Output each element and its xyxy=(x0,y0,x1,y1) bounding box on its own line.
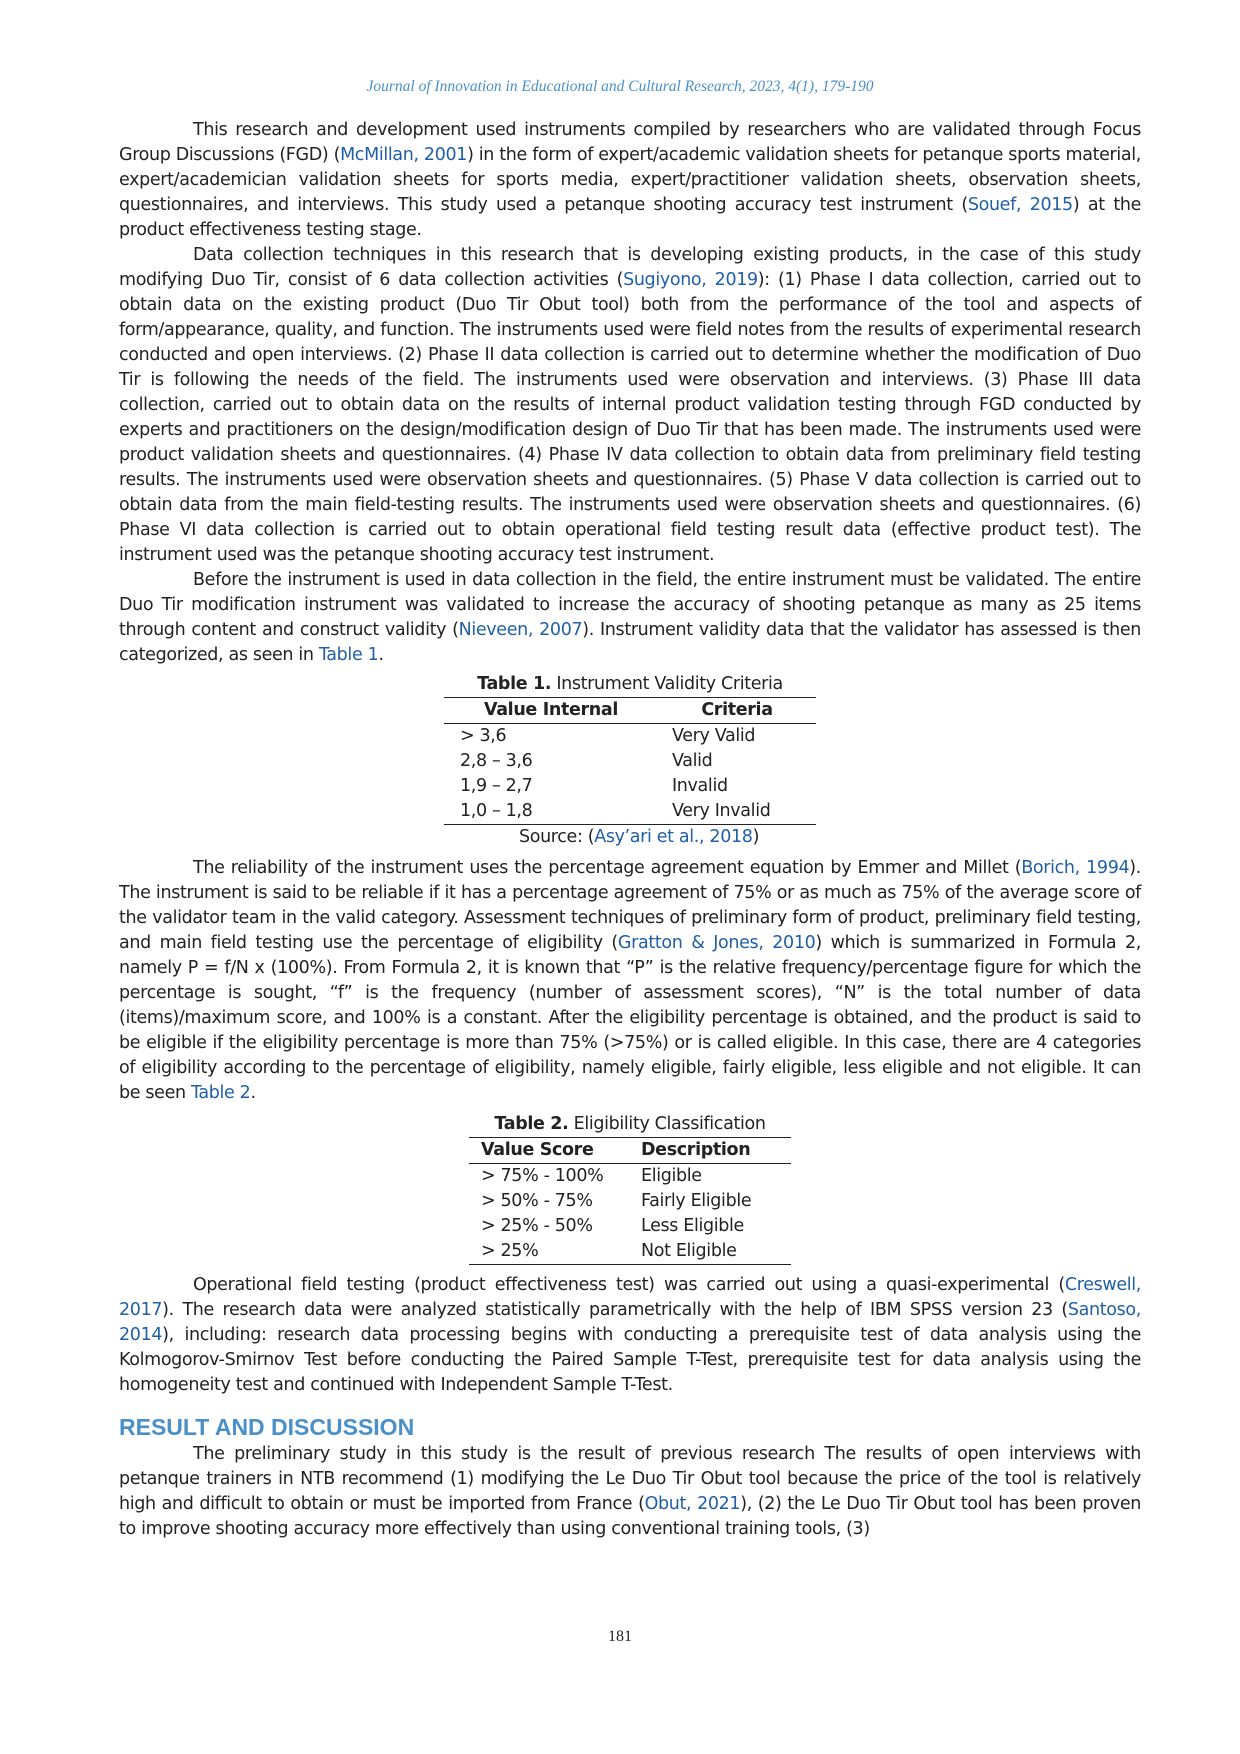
table-cell: Not Eligible xyxy=(627,1239,791,1265)
text: The reliability of the instrument uses the percentage agreement equation by Emmer and Millet ( xyxy=(193,858,1022,878)
table-title: Eligibility Classification xyxy=(568,1114,766,1134)
table-cell: > 75% - 100% xyxy=(481,1166,604,1186)
table-source xyxy=(359,825,919,850)
table-validity-criteria xyxy=(444,672,816,825)
text: ): (1) Phase I data collection, carried out to obtain data on the existing product (Duo Tir Obut tool) both from the performance of the tool and aspects of form/appearance, quality, and function. The instruments used were field notes from the results of experimental research conducted and open interviews. (2) Phase II data collection is carried out to determine whether the modification of Duo Tir is following the needs of the field. The instruments used were observation and interviews. (3) Phase III data collection, carried out to obtain data on the results of internal product validation testing through FGD conducted by experts and practitioners on the design/modification design of Duo Tir that has been made. The instruments used were product validation sheets and questionnaires. (4) Phase IV data collection to obtain data from preliminary field testing results. The instruments used were observation sheets and questionnaires. (5) Phase V data collection is carried out to obtain data from the main field-testing results. The instruments used were observation sheets and questionnaires. (6) Phase VI data collection is carried out to obtain operational field testing result data (effective product test). The instrument used was the petanque shooting accuracy test instrument. xyxy=(119,270,1141,565)
table-cell: 2,8 – 3,6 xyxy=(460,751,533,771)
paragraph-preliminary-study xyxy=(119,1442,1141,1542)
text: The preliminary study in this study is the result of previous research The results of open interviews with petanque trainers in NTB recommend (1) modifying the Le Duo Tir Obut tool because the price of the tool is relatively high and difficult to obtain or must be imported from France ( xyxy=(119,1444,1141,1514)
section-heading: RESULT AND DISCUSSION xyxy=(119,1414,415,1440)
table-row xyxy=(469,1189,791,1214)
citation-link[interactable]: Nieveen, 2007 xyxy=(458,620,583,640)
citation-link[interactable]: Creswell, 2017 xyxy=(119,1275,1141,1320)
column-header: Criteria xyxy=(658,698,816,724)
citation-link[interactable]: Souef, 2015 xyxy=(967,195,1073,215)
text: ), (2) the Le Duo Tir Obut tool has been proven to improve shooting accuracy more effectively than using conventional training tools, (3) xyxy=(119,1494,1141,1539)
page-number: 181 xyxy=(608,1628,632,1645)
table-cell: Less Eligible xyxy=(641,1216,744,1236)
table-reference-link[interactable]: Table 1 xyxy=(318,645,379,665)
column-header: Value Internal xyxy=(444,698,658,724)
table-header-row xyxy=(444,698,816,724)
text: ). The instrument is said to be reliable if it has a percentage agreement of 75% or as much as 75% of the average score of the validator team in the valid category. Assessment techniques of preliminary form of product, preliminary field testing, and main field testing use the percentage of eligibility ( xyxy=(119,858,1141,953)
table-row xyxy=(469,1214,791,1239)
text: ). The research data were analyzed statistically parametrically with the help of IBM SPSS version 23 ( xyxy=(162,1300,1068,1320)
table-caption xyxy=(469,1112,791,1137)
citation-link[interactable]: McMillan, 2001 xyxy=(340,145,468,165)
text: . xyxy=(378,645,384,665)
citation-link[interactable]: Santoso, 2014 xyxy=(119,1300,1141,1345)
text: Operational field testing (product effectiveness test) was carried out using a quasi-experimental ( xyxy=(193,1275,1065,1295)
citation-link[interactable]: Sugiyono, 2019 xyxy=(623,270,758,290)
table-row xyxy=(469,1239,791,1265)
text: ) xyxy=(752,827,760,847)
paragraph-data-collection xyxy=(119,243,1141,568)
journal-header: Journal of Innovation in Educational and Cultural Research, 2023, 4(1), 179-190 xyxy=(366,78,874,95)
text: Data collection techniques in this research that is developing existing products, in the case of this study modifying Duo Tir, consist of 6 data collection activities ( xyxy=(119,245,1141,290)
paragraph-operational-testing xyxy=(119,1273,1141,1398)
table-cell: Invalid xyxy=(672,776,728,796)
text: ) in the form of expert/academic validation sheets for petanque sports material, expert/academician validation sheets for sports media, expert/practitioner validation sheets, observation sheets, questionnaires, and interviews. This study used a petanque shooting accuracy test instrument ( xyxy=(119,145,1142,215)
table-title: Instrument Validity Criteria xyxy=(551,674,783,694)
paragraph-instruments xyxy=(119,118,1141,243)
page-body xyxy=(119,118,1141,1542)
column-header: Value Score xyxy=(469,1138,627,1164)
table-cell: Eligible xyxy=(641,1166,702,1186)
text: Before the instrument is used in data collection in the field, the entire instrument must be validated. The entire Duo Tir modification instrument was validated to increase the accuracy of shooting petanque as many as 25 items through content and construct validity ( xyxy=(119,570,1141,640)
text: Source: ( xyxy=(518,827,595,847)
table-cell: 1,0 – 1,8 xyxy=(444,799,658,825)
text: ) which is summarized in Formula 2, namely P = f/N x (100%). From Formula 2, it is known that “P” is the relative frequency/percentage figure for which the percentage is sought, “f” is the frequency (number of assessment scores), “N” is the total number of data (items)/maximum score, and 100% is a constant. After the eligibility percentage is obtained, and the product is said to be eligible if the eligibility percentage is more than 75% (>75%) or is called eligible. In this case, there are 4 categories of eligibility according to the percentage of eligibility, namely eligible, fairly eligible, less eligible and not eligible. It can be seen xyxy=(119,933,1142,1103)
paragraph-reliability xyxy=(119,856,1141,1106)
citation-link[interactable]: Obut, 2021 xyxy=(644,1494,741,1514)
column-header: Description xyxy=(627,1138,791,1164)
table-cell: > 50% - 75% xyxy=(481,1191,593,1211)
table-cell: > 25% xyxy=(469,1239,627,1265)
table-row xyxy=(444,799,816,825)
table-label: Table 1. xyxy=(477,674,552,694)
table-label: Table 2. xyxy=(494,1114,569,1134)
table-row xyxy=(444,724,816,750)
table-cell: Very Invalid xyxy=(658,799,816,825)
text: ) at the product effectiveness testing stage. xyxy=(119,195,1141,240)
text: ). Instrument validity data that the validator has assessed is then categorized, as seen in xyxy=(119,620,1141,665)
citation-link[interactable]: Borich, 1994 xyxy=(1021,858,1130,878)
table-cell: > 25% - 50% xyxy=(481,1216,593,1236)
table-caption xyxy=(444,672,816,697)
table-cell: Valid xyxy=(672,751,713,771)
table-row xyxy=(469,1164,791,1190)
text: . xyxy=(250,1083,256,1103)
table-reference-link[interactable]: Table 2 xyxy=(190,1083,251,1103)
citation-link[interactable]: Gratton & Jones, 2010 xyxy=(617,933,816,953)
paragraph-validation xyxy=(119,568,1141,668)
citation-link[interactable]: Asy’ari et al., 2018 xyxy=(594,827,753,847)
table-cell: Fairly Eligible xyxy=(641,1191,752,1211)
table-row xyxy=(444,774,816,799)
table-eligibility-classification xyxy=(469,1112,791,1265)
table-cell: > 3,6 xyxy=(460,726,507,746)
text: This research and development used instruments compiled by researchers who are validated through Focus Group Discussions (FGD) ( xyxy=(119,120,1141,165)
table-header-row xyxy=(469,1138,791,1164)
table-cell: Very Valid xyxy=(672,726,756,746)
table-cell: 1,9 – 2,7 xyxy=(460,776,533,796)
table-row xyxy=(444,749,816,774)
text: ), including: research data processing begins with conducting a prerequisite test of data analysis using the Kolmogorov-Smirnov Test before conducting the Paired Sample T-Test, prerequisite test for data analysis using the homogeneity test and continued with Independent Sample T-Test. xyxy=(119,1325,1141,1395)
